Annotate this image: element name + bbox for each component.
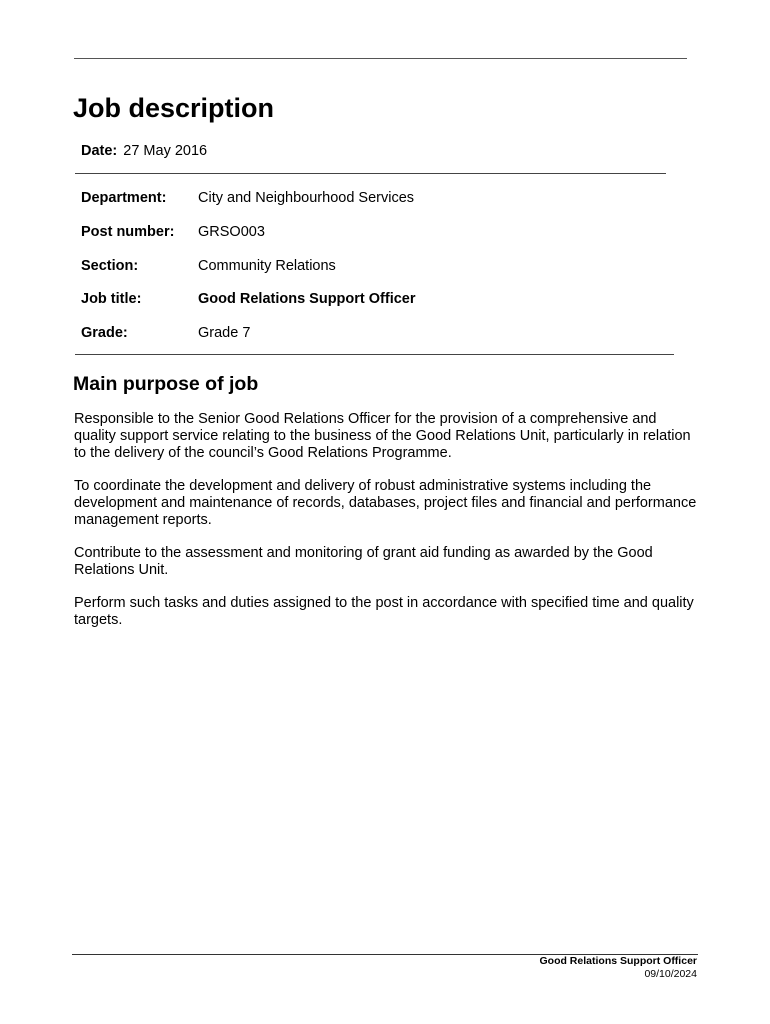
field-value: Grade 7: [198, 325, 251, 341]
field-section: [81, 257, 336, 275]
section-heading: Main purpose of job: [73, 373, 259, 395]
field-value: GRSO003: [198, 224, 265, 240]
field-department: [81, 189, 414, 207]
field-label: Grade:: [81, 325, 128, 341]
page-title: Job description: [73, 93, 275, 123]
footer-date: 09/10/2024: [644, 968, 697, 980]
page-footer: [539, 955, 697, 981]
field-value: Community Relations: [198, 258, 336, 274]
purpose-paragraph: Responsible to the Senior Good Relations Officer for the provision of a comprehensive and quality support service relating to the business of the Good Relations Unit, particularly in relation to the delivery of the council’s Good Relations Programme.: [74, 411, 691, 461]
field-label: Job title:: [81, 291, 142, 307]
field-post-number: [81, 223, 265, 241]
field-label: Post number:: [81, 224, 175, 240]
purpose-paragraph: To coordinate the development and delivery of robust administrative systems including the development and maintenance of records, databases, project files and financial and performance management reports.: [74, 478, 697, 528]
field-value: City and Neighbourhood Services: [198, 190, 415, 206]
header-divider: [75, 173, 666, 174]
fields-divider: [75, 354, 674, 355]
date-label: Date:: [81, 143, 118, 159]
field-value: Good Relations Support Officer: [198, 291, 416, 307]
purpose-paragraph: Contribute to the assessment and monitoring of grant aid funding as awarded by the Good Relations Unit.: [74, 545, 653, 578]
purpose-paragraph: Perform such tasks and duties assigned to the post in accordance with specified time and quality targets.: [74, 595, 694, 628]
date-row: [81, 142, 207, 160]
date-value: 27 May 2016: [123, 143, 208, 159]
field-job-title: [81, 290, 416, 308]
top-divider: [74, 58, 687, 59]
footer-title: Good Relations Support Officer: [539, 955, 697, 967]
field-grade: [81, 324, 250, 342]
field-label: Department:: [81, 190, 167, 206]
field-label: Section:: [81, 258, 139, 274]
